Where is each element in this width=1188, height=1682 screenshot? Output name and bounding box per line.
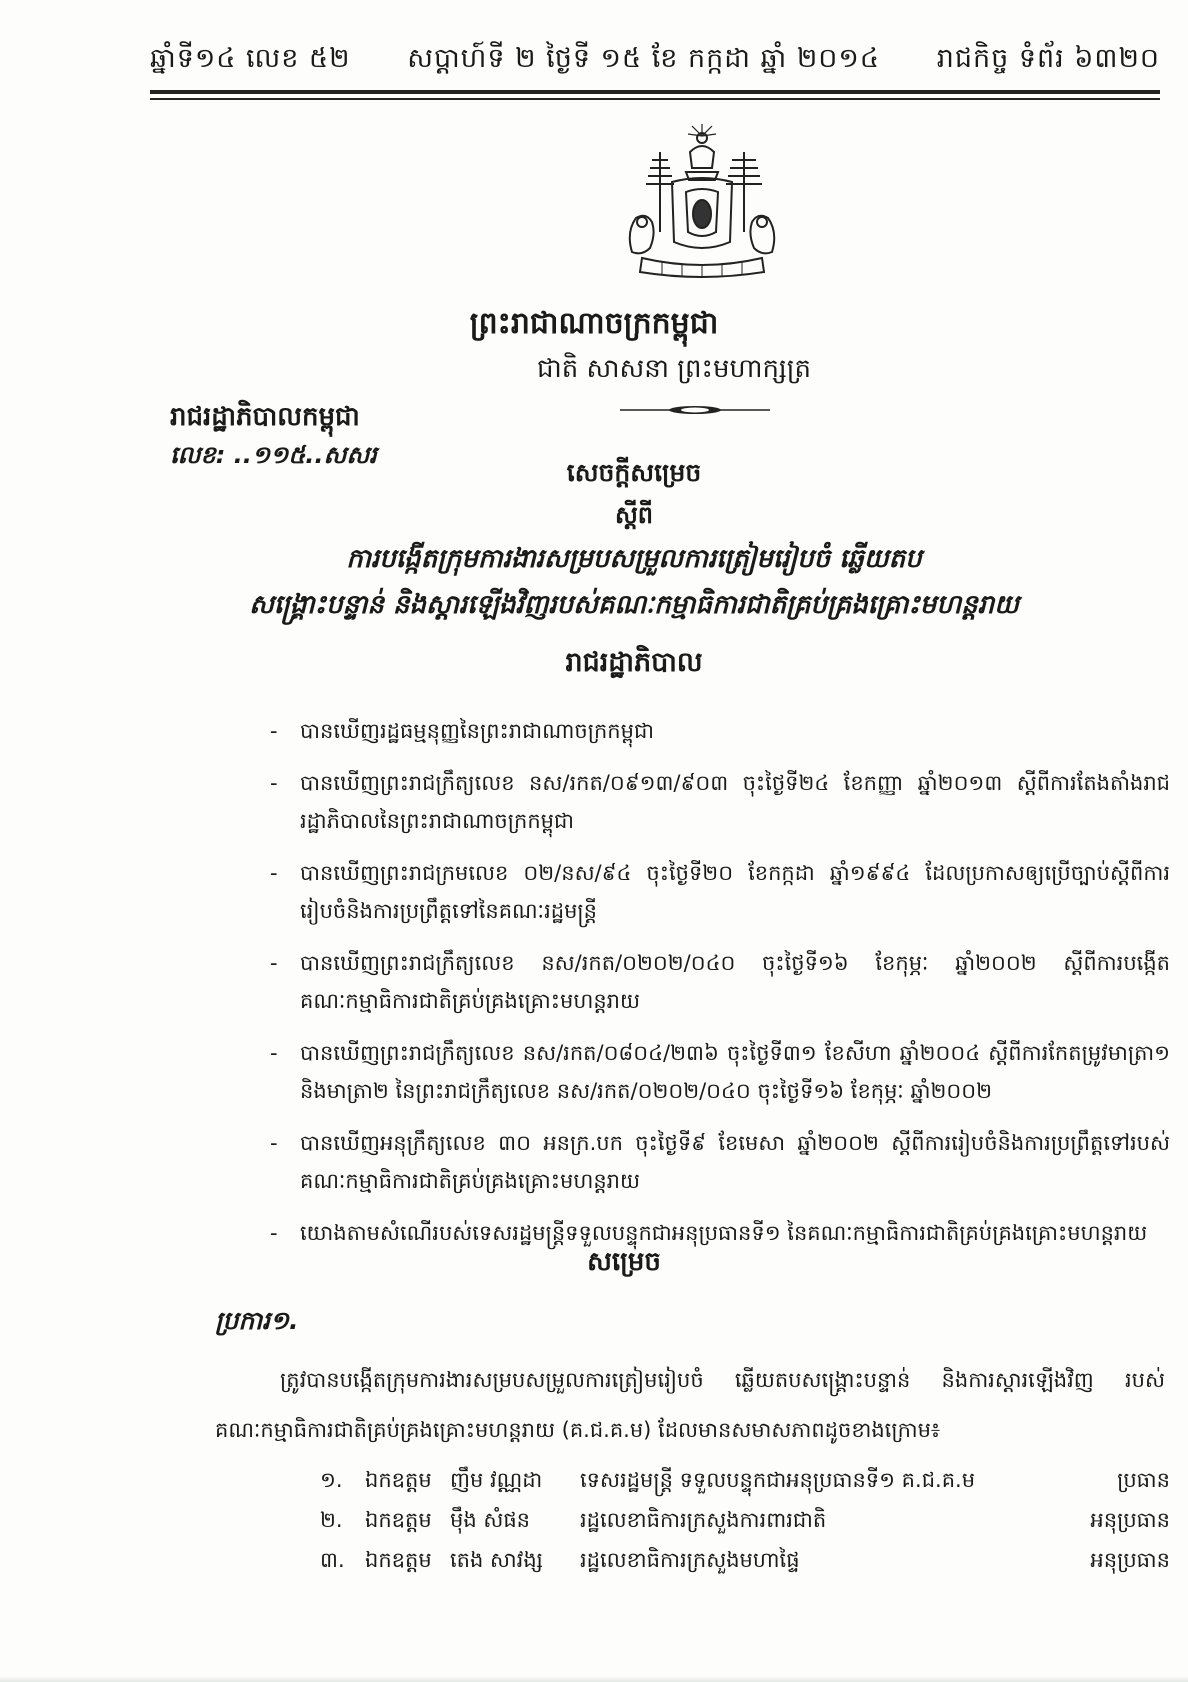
member-role: ប្រធាន [1117,1467,1170,1492]
member-name: ញឹម វណ្ណដា [450,1467,543,1492]
member-title: ឯកឧត្តម [365,1547,432,1572]
member-number: ៣. [320,1547,345,1572]
decision-subject-line-2: សង្គ្រោះបន្ទាន់ និងស្តារឡើងវិញរបស់គណៈកម្មាធិការជាតិគ្រប់គ្រងគ្រោះមហន្តរាយ [249,590,1019,620]
table-row [320,1502,1170,1542]
table-row [320,1462,1170,1502]
kingdom-name: ព្រះរាជាណាចក្រកម្ពុជា [469,306,719,341]
bullet-dash: - [270,951,278,975]
header-rule-thick [150,90,1160,94]
divider-ornament-icon [620,404,770,416]
article-1-label: ប្រការ១. [215,1306,299,1335]
consideration-text: បានឃើញព្រះរាជក្រឹត្យលេខ នស/រកត/០២០២/០៤០ ចុះថ្ងៃទី១៦ ខែកុម្ភៈ ឆ្នាំ២០០២ ស្តីពីការបង្កើតគណៈកម្មាធិការជាតិគ្រប់គ្រងគ្រោះមហន្តរាយ [300,951,1170,1013]
issuing-authority: រាជរដ្ឋាភិបាលកម្ពុជា [170,402,360,432]
member-number: ២. [320,1507,343,1532]
decides-heading: សម្រេច [587,1247,661,1277]
consideration-text: បានឃើញអនុក្រឹត្យលេខ ៣០ អនក្រ.បក ចុះថ្ងៃទី៩ ខែមេសា ឆ្នាំ២០០២ ស្តីពីការរៀបចំនិងការប្រព្រឹត្តទៅរបស់គណៈកម្មាធិការជាតិគ្រប់គ្រងគ្រោះមហន្តរាយ [300,1131,1170,1193]
decision-about: ស្តីពី [614,501,654,529]
bullet-dash: - [270,1221,278,1245]
header-rule-thin [150,98,1160,100]
list-item [270,854,1170,930]
consideration-text: បានឃើញរដ្ឋធម្មនុញ្ញនៃព្រះរាជាណាចក្រកម្ពុជា [300,719,654,743]
consideration-text: បានឃើញព្រះរាជក្រឹត្យលេខ នស/រកត/០៩១៣/៩០៣ ចុះថ្ងៃទី២៤ ខែកញ្ញា ឆ្នាំ២០១៣ ស្តីពីការតែងតាំងរាជរដ្ឋាភិបាលនៃព្រះរាជាណាចក្រកម្ពុជា [300,771,1170,833]
gazette-date: សប្តាហ៍ទី ២ ថ្ងៃទី ១៥ ខែ កក្កដា ឆ្នាំ ២០១៤ [407,43,880,74]
bullet-dash: - [270,771,278,795]
bullet-dash: - [270,861,278,885]
bullet-dash: - [270,1041,278,1065]
member-position: ទេសរដ្ឋមន្ត្រី ទទួលបន្ទុកជាអនុប្រធានទី១ គ.ជ.គ.ម [580,1467,976,1492]
government-heading: រាជរដ្ឋាភិបាល [565,647,703,678]
member-position: រដ្ឋលេខាធិការក្រសួងមហាផ្ទៃ [580,1547,800,1572]
list-item [270,1124,1170,1200]
member-number: ១. [320,1467,343,1492]
member-name: តេង សាវង្ស [450,1547,543,1572]
royal-coat-of-arms-icon [612,122,792,282]
list-item [270,1034,1170,1110]
bullet-dash: - [270,719,278,743]
decision-subject-line-1: ការបង្កើតក្រុមការងារសម្របសម្រួលការត្រៀមរៀបចំ ឆ្លើយតប [346,544,922,574]
list-item [270,944,1170,1020]
reference-value: ..១១៥..សសរ [233,441,377,469]
national-motto: ជាតិ សាសនា ព្រះមហាក្សត្រ [537,354,811,384]
list-item [270,712,1170,750]
gazette-header [150,42,1160,81]
member-title: ឯកឧត្តម [365,1467,432,1492]
consideration-text: បានឃើញព្រះរាជក្រមលេខ ០២/នស/៩៤ ចុះថ្ងៃទី២០ ខែកក្កដា ឆ្នាំ១៩៩៤ ដែលប្រកាសឲ្យប្រើច្បាប់ស្តីពីការរៀបចំនិងការប្រព្រឹត្តទៅនៃគណៈរដ្ឋមន្ត្រី [300,861,1170,923]
decision-title: សេចក្តីសម្រេច [566,458,702,487]
article-1-body: ត្រូវបានបង្កើតក្រុមការងារសម្របសម្រួលការត្រៀមរៀបចំ ឆ្លើយតបសង្គ្រោះបន្ទាន់ និងការស្តារឡើងវិញ របស់គណៈកម្មាធិការជាតិគ្រប់គ្រងគ្រោះមហន្តរាយ (គ.ជ.គ.ម) ដែលមានសមាសភាពដូចខាងក្រោម៖ [215,1368,1165,1442]
reference-label: លេខ: [170,441,226,469]
member-role: អនុប្រធាន [1090,1547,1170,1572]
member-title: ឯកឧត្តម [365,1507,432,1532]
member-name: ម៉ឹង សំផន [450,1507,530,1532]
consideration-text: បានឃើញព្រះរាជក្រឹត្យលេខ នស/រកត/០៨០៤/២៣៦ ចុះថ្ងៃទី៣១ ខែសីហា ឆ្នាំ២០០៤ ស្តីពីការកែតម្រូវមាត្រា១ និងមាត្រា២ នៃព្រះរាជក្រឹត្យលេខ នស/រកត/០២០២/០៤០ ចុះថ្ងៃទី១៦ ខែកុម្ភៈ ឆ្នាំ២០០២ [300,1041,1170,1103]
member-role: អនុប្រធាន [1090,1507,1170,1532]
consideration-text: យោងតាមសំណើរបស់ទេសរដ្ឋមន្ត្រីទទួលបន្ទុកជាអនុប្រធានទី១ នៃគណៈកម្មាធិការជាតិគ្រប់គ្រងគ្រោះមហន្តរាយ [300,1221,1148,1245]
member-position: រដ្ឋលេខាធិការក្រសួងការពារជាតិ [580,1507,827,1532]
members-table [320,1462,1170,1582]
table-row [320,1542,1170,1582]
gazette-issue: ឆ្នាំទី១៤ លេខ ៥២ [150,43,351,74]
bullet-dash: - [270,1131,278,1155]
scan-edge [0,1676,1188,1682]
list-item [270,764,1170,840]
gazette-page-number: រាជកិច្ច ទំព័រ ៦៣២០ [936,43,1160,74]
considerations-list [270,712,1170,1266]
